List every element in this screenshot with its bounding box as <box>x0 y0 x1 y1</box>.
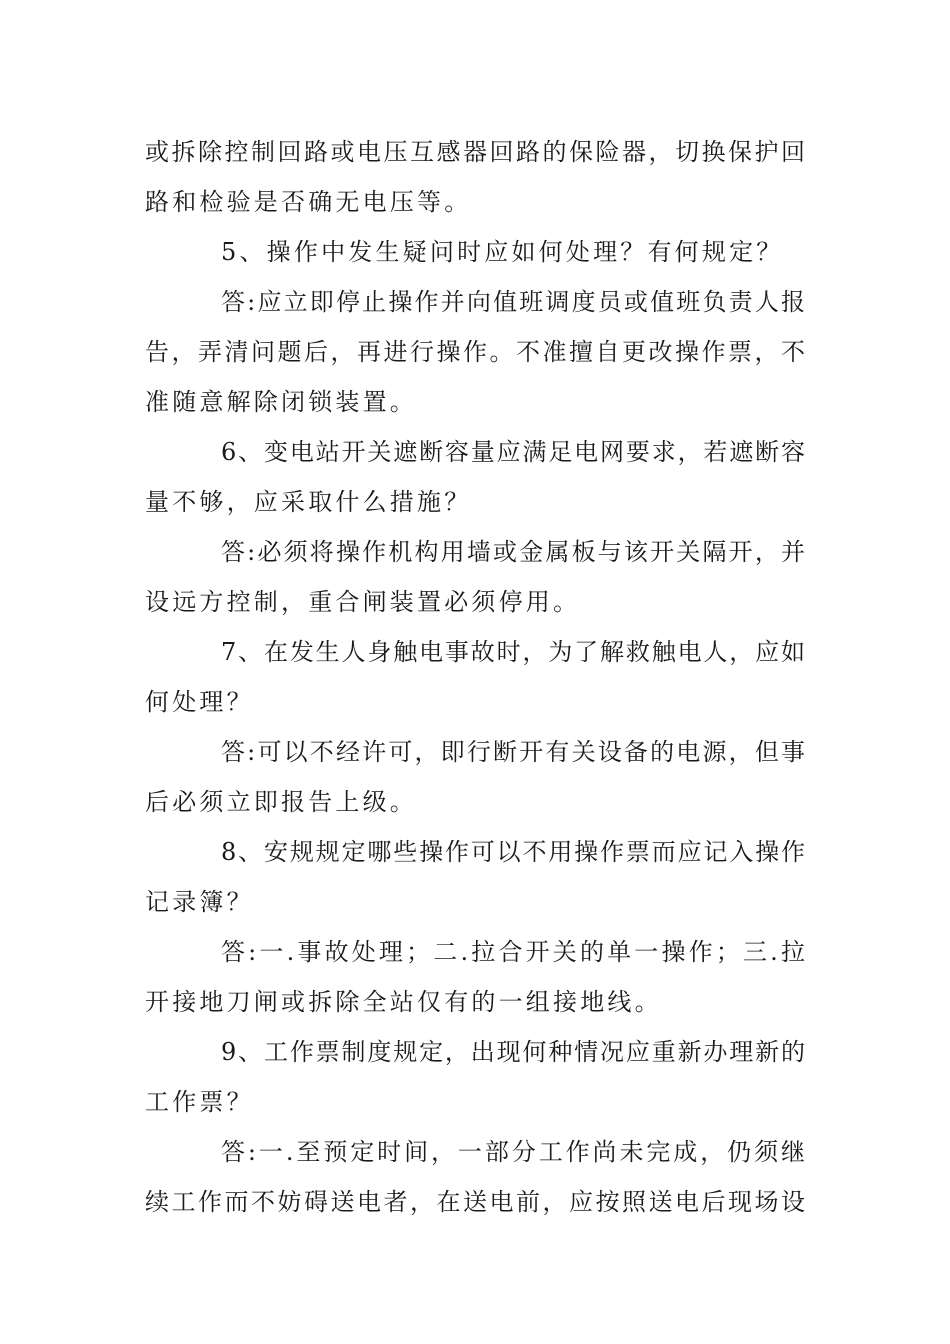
question-5: 5、操作中发生疑问时应如何处理？有何规定？ <box>221 238 784 266</box>
question-9: 9、工作票制度规定，出现何种情况应重新办理新的 <box>221 1038 805 1066</box>
question-9-line: 工作票？ <box>145 1088 254 1116</box>
answer-9-line: 答:一.至预定时间，一部分工作尚未完成，仍须继 <box>221 1138 805 1166</box>
question-8-line: 记录簿？ <box>145 888 254 916</box>
question-8: 8、安规规定哪些操作可以不用操作票而应记入操作 <box>221 838 805 866</box>
answer-5-line: 准随意解除闭锁装置。 <box>145 388 417 416</box>
answer-9-line: 续工作而不妨碍送电者，在送电前，应按照送电后现场设 <box>145 1188 805 1216</box>
answer-8-line: 开接地刀闸或拆除全站仅有的一组接地线。 <box>145 988 662 1016</box>
text-line: 或拆除控制回路或电压互感器回路的保险器，切换保护回 <box>145 138 805 166</box>
question-6: 6、变电站开关遮断容量应满足电网要求，若遮断容 <box>221 438 805 466</box>
question-7-line: 何处理？ <box>145 688 254 716</box>
question-6-line: 量不够，应采取什么措施？ <box>145 488 472 516</box>
answer-6-line: 设远方控制，重合闸装置必须停用。 <box>145 588 581 616</box>
answer-5-line: 答:应立即停止操作并向值班调度员或值班负责人报 <box>221 288 805 316</box>
answer-7-line: 答:可以不经许可，即行断开有关设备的电源，但事 <box>221 738 805 766</box>
answer-6-line: 答:必须将操作机构用墙或金属板与该开关隔开，并 <box>221 538 805 566</box>
question-7: 7、在发生人身触电事故时，为了解救触电人，应如 <box>221 638 805 666</box>
answer-8-line: 答:一.事故处理；二.拉合开关的单一操作；三.拉 <box>221 938 805 966</box>
text-line: 路和检验是否确无电压等。 <box>145 188 472 216</box>
answer-7-line: 后必须立即报告上级。 <box>145 788 417 816</box>
answer-5-line: 告，弄清问题后，再进行操作。不准擅自更改操作票，不 <box>145 338 805 366</box>
